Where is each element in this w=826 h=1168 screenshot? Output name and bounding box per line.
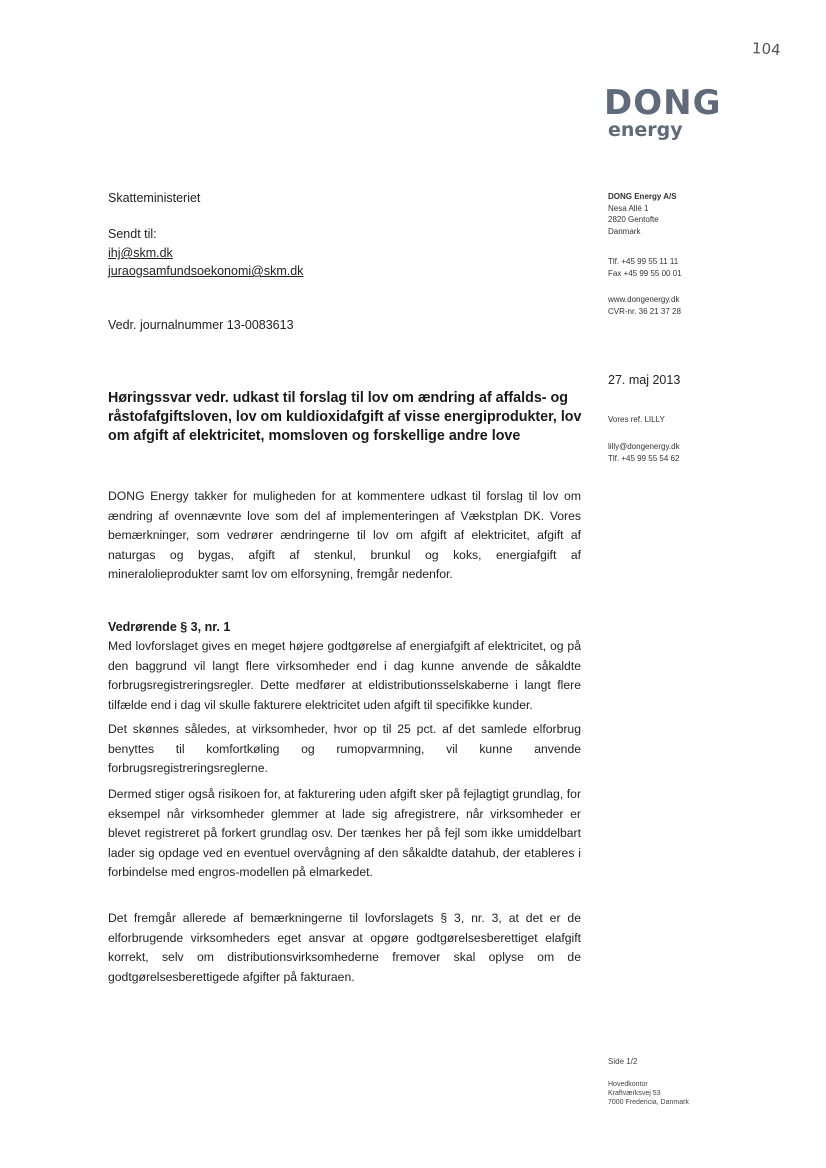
- sender-address-block: [608, 191, 677, 237]
- head-office-city: 7000 Fredericia, Danmark: [608, 1099, 689, 1106]
- sent-to-label: Sendt til:: [108, 227, 157, 241]
- section-paragraph-4: Det fremgår allerede af bemærkningerne til lovforslagets § 3, nr. 3, at det er de elforbrugende virksomheders eget ansvar at opgøre godtgørelsesberettiget elafgift korrekt, selv om distributionsvirksomhederne fremover skal oplyse om de godtgørelsesberettigede afgifter på fakturaen.: [108, 911, 581, 984]
- recipient-ministry: Skatteministeriet: [108, 191, 201, 205]
- sender-fax: Fax +45 99 55 00 01: [608, 268, 682, 278]
- head-office-label: Hovedkontor: [608, 1081, 648, 1088]
- handwritten-page-number: 104: [751, 39, 782, 59]
- section-paragraph-2: Det skønnes således, at virksomheder, hvor op til 25 pct. af det samlede elforbrug benyttes til komfortkøling og rumopvarmning, vil kunne anvende forbrugsregistreringsreglerne.: [108, 722, 581, 776]
- sender-web-block: [608, 294, 681, 317]
- letter-heading: Høringssvar vedr. udkast til forslag til lov om ændring af affalds- og råstofafgiftsloven, lov om kuldioxidafgift af visse energiprodukter, lov om afgift af elektricitet, momsloven og forskellige andre love: [108, 390, 582, 444]
- sender-contact-block: [608, 256, 682, 279]
- intro-paragraph: DONG Energy takker for muligheden for at kommentere udkast til forslag til lov om ændring af ovennævnte love som del af implementeringen af Vækstplan DK. Vores bemærkninger, som vedrører ændringerne til lov om afgift af elektricitet, afgift af naturgas og bygas, afgift af stenkul, brunkul og koks, energiafgift af mineralolieprodukter samt lov om elforsyning, fremgår nedenfor.: [108, 489, 581, 582]
- letter-date: 27. maj 2013: [608, 373, 681, 387]
- sender-web[interactable]: www.dongenergy.dk: [608, 295, 680, 304]
- sender-tel: Tlf. +45 99 55 54 62: [608, 453, 680, 463]
- head-office-street: Kraftværksvej 53: [608, 1090, 661, 1097]
- page-number: Side 1/2: [608, 1057, 638, 1066]
- sender-city: 2820 Gentofte: [608, 215, 659, 224]
- journal-reference: Vedr. journalnummer 13-0083613: [108, 318, 294, 332]
- head-office-block: [608, 1080, 689, 1107]
- recipient-email-1[interactable]: ihj@skm.dk: [108, 246, 173, 260]
- sender-email[interactable]: lilly@dongenergy.dk: [608, 442, 680, 451]
- sender-street: Nesa Allé 1: [608, 203, 649, 213]
- logo-wordmark-energy: energy: [608, 119, 683, 141]
- sender-country: Danmark: [608, 226, 641, 236]
- sender-direct-contact: [608, 441, 680, 464]
- sender-company: DONG Energy A/S: [608, 192, 677, 201]
- section-paragraph-1: Med lovforslaget gives en meget højere godtgørelse af energiafgift af elektricitet, og på den baggrund vil langt flere virksomheder end i dag kunne anvende de såkaldte forbrugsregistreringsregler. Dette medfører at eldistributionsselskaberne i langt flere tilfælde end i dag vil skulle fakturere elektricitet uden afgift til specifikke kunder.: [108, 639, 581, 712]
- company-logo: [604, 83, 768, 141]
- recipient-email-2[interactable]: juraogsamfundsoekonomi@skm.dk: [108, 264, 304, 278]
- logo-wordmark-dong: DONG: [604, 83, 722, 123]
- section-paragraph-3: Dermed stiger også risikoen for, at fakturering uden afgift sker på fejlagtigt grundlag, for eksempel når virksomheder glemmer at lade sig afregistrere, når virksomheder er blevet registreret på forkert grundlag osv. Der tænkes her på fejl som ikke umiddelbart lader sig opdage ved en eventuel overvågning af den såkaldte datahub, der etableres i forbindelse med engros-modellen på elmarkedet.: [108, 787, 581, 880]
- sender-phone: Tlf. +45 99 55 11 11: [608, 257, 679, 266]
- section-title: Vedrørende § 3, nr. 1: [108, 620, 231, 634]
- our-reference: Vores ref. LILLY: [608, 415, 665, 424]
- sender-cvr: CVR-nr. 36 21 37 28: [608, 306, 681, 316]
